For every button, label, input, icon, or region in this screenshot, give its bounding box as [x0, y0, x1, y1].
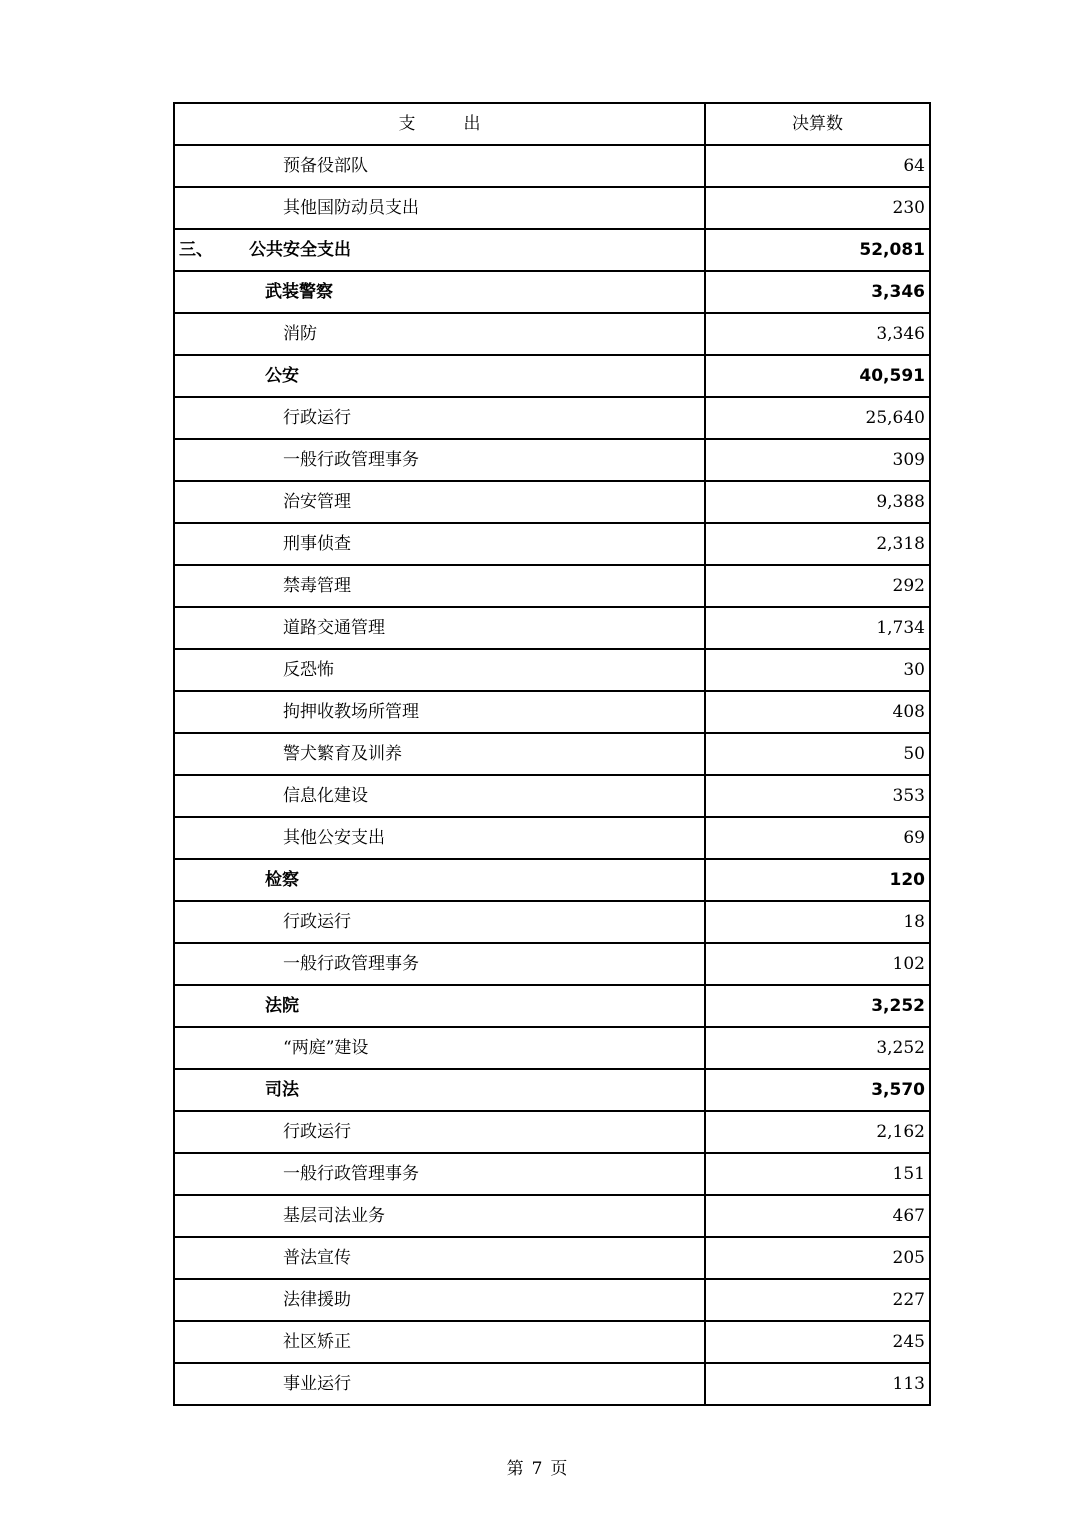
row-amount: 3,570: [705, 1069, 930, 1111]
row-item-name: [174, 145, 705, 187]
row-item-name: [174, 397, 705, 439]
row-label: 司法: [265, 1080, 299, 1100]
row-amount: 3,252: [705, 1027, 930, 1069]
row-label: 事业运行: [283, 1374, 351, 1394]
row-item-name: [174, 901, 705, 943]
row-amount: 50: [705, 733, 930, 775]
row-label: 拘押收教场所管理: [283, 702, 419, 722]
row-amount: 227: [705, 1279, 930, 1321]
row-label: 道路交通管理: [283, 618, 385, 638]
header-expenditure-char-1: 支: [398, 114, 416, 134]
row-item-name: [174, 817, 705, 859]
row-amount: 25,640: [705, 397, 930, 439]
row-item-name: [174, 481, 705, 523]
row-label: 禁毒管理: [283, 576, 351, 596]
row-item-name: [174, 439, 705, 481]
table-row: [174, 1237, 930, 1279]
row-item-name: [174, 355, 705, 397]
table-row: [174, 607, 930, 649]
row-item-name: [174, 1363, 705, 1405]
row-item-name: [174, 733, 705, 775]
row-label: 一般行政管理事务: [283, 450, 419, 470]
row-label: 普法宣传: [283, 1248, 351, 1268]
table-row: [174, 397, 930, 439]
row-amount: 2,318: [705, 523, 930, 565]
footer-prefix: 第: [506, 1459, 524, 1479]
row-label: 反恐怖: [283, 660, 334, 680]
table-row: [174, 1027, 930, 1069]
row-label: 公安: [265, 366, 299, 386]
section-number: 三、: [179, 240, 213, 260]
table-row: [174, 187, 930, 229]
table-row: [174, 1195, 930, 1237]
row-item-name: [174, 1321, 705, 1363]
row-amount: 3,346: [705, 313, 930, 355]
table-row: [174, 523, 930, 565]
table-row: [174, 481, 930, 523]
table-row: [174, 1111, 930, 1153]
row-amount: 113: [705, 1363, 930, 1405]
table-row: [174, 145, 930, 187]
row-amount: 40,591: [705, 355, 930, 397]
table-row: [174, 733, 930, 775]
row-amount: 353: [705, 775, 930, 817]
table-row: [174, 1153, 930, 1195]
row-label: 法院: [265, 996, 299, 1016]
row-item-name: [174, 1027, 705, 1069]
table-row: [174, 901, 930, 943]
row-label: 一般行政管理事务: [283, 1164, 419, 1184]
row-amount: 1,734: [705, 607, 930, 649]
header-expenditure-char-2: 出: [463, 114, 481, 134]
table-row: [174, 229, 930, 271]
row-amount: 245: [705, 1321, 930, 1363]
table-row: [174, 1069, 930, 1111]
row-item-name: [174, 1153, 705, 1195]
row-item-name: [174, 313, 705, 355]
table-row: [174, 649, 930, 691]
row-label: 警犬繁育及训养: [283, 744, 402, 764]
expenditure-table: [173, 102, 931, 1406]
table-row: [174, 691, 930, 733]
row-label: 预备役部队: [283, 156, 368, 176]
row-amount: 3,252: [705, 985, 930, 1027]
row-amount: 64: [705, 145, 930, 187]
row-item-name: [174, 943, 705, 985]
row-label: 一般行政管理事务: [283, 954, 419, 974]
row-item-name: [174, 187, 705, 229]
page-number: 7: [531, 1459, 543, 1479]
row-amount: 9,388: [705, 481, 930, 523]
row-amount: 3,346: [705, 271, 930, 313]
table-row: [174, 271, 930, 313]
row-item-name: [174, 1195, 705, 1237]
row-amount: 230: [705, 187, 930, 229]
row-label: “两庭”建设: [283, 1038, 369, 1058]
row-label: 基层司法业务: [283, 1206, 385, 1226]
row-amount: 52,081: [705, 229, 930, 271]
row-label: 检察: [265, 870, 299, 890]
row-label: 其他国防动员支出: [283, 198, 419, 218]
table-row: [174, 1321, 930, 1363]
row-label: 行政运行: [283, 408, 351, 428]
header-expenditure: [174, 103, 705, 145]
row-item-name: [174, 523, 705, 565]
row-item-name: [174, 691, 705, 733]
row-item-name: [174, 1279, 705, 1321]
table-row: [174, 1363, 930, 1405]
row-amount: 408: [705, 691, 930, 733]
row-label: 法律援助: [283, 1290, 351, 1310]
table-row: [174, 565, 930, 607]
table-row: [174, 859, 930, 901]
table-row: [174, 817, 930, 859]
footer-suffix: 页: [550, 1459, 568, 1479]
table-row: [174, 775, 930, 817]
row-amount: 292: [705, 565, 930, 607]
row-label: 行政运行: [283, 1122, 351, 1142]
row-item-name: [174, 1111, 705, 1153]
row-amount: 151: [705, 1153, 930, 1195]
row-amount: 69: [705, 817, 930, 859]
table-row: [174, 355, 930, 397]
row-item-name: [174, 565, 705, 607]
row-amount: 467: [705, 1195, 930, 1237]
row-label: 其他公安支出: [283, 828, 385, 848]
row-amount: 205: [705, 1237, 930, 1279]
row-label: 治安管理: [283, 492, 351, 512]
header-final-amount: 决算数: [705, 103, 930, 145]
table-row: [174, 985, 930, 1027]
row-item-name: [174, 775, 705, 817]
table-row: [174, 943, 930, 985]
row-label: 社区矫正: [283, 1332, 351, 1352]
row-item-name: [174, 859, 705, 901]
table-row: [174, 439, 930, 481]
row-label: 消防: [283, 324, 317, 344]
row-amount: 2,162: [705, 1111, 930, 1153]
row-label: 公共安全支出: [249, 240, 351, 260]
row-item-name: [174, 1069, 705, 1111]
row-label: 行政运行: [283, 912, 351, 932]
table-body: [174, 103, 930, 1405]
table-row: [174, 1279, 930, 1321]
page-footer: [0, 1454, 1074, 1479]
row-label: 武装警察: [265, 282, 333, 302]
row-amount: 30: [705, 649, 930, 691]
table-header-row: [174, 103, 930, 145]
row-amount: 309: [705, 439, 930, 481]
row-label: 信息化建设: [283, 786, 368, 806]
row-item-name: [174, 649, 705, 691]
table-row: [174, 313, 930, 355]
row-label: 刑事侦查: [283, 534, 351, 554]
row-item-name: [174, 229, 705, 271]
row-amount: 18: [705, 901, 930, 943]
row-item-name: [174, 271, 705, 313]
row-item-name: [174, 1237, 705, 1279]
row-amount: 102: [705, 943, 930, 985]
row-amount: 120: [705, 859, 930, 901]
row-item-name: [174, 607, 705, 649]
row-item-name: [174, 985, 705, 1027]
